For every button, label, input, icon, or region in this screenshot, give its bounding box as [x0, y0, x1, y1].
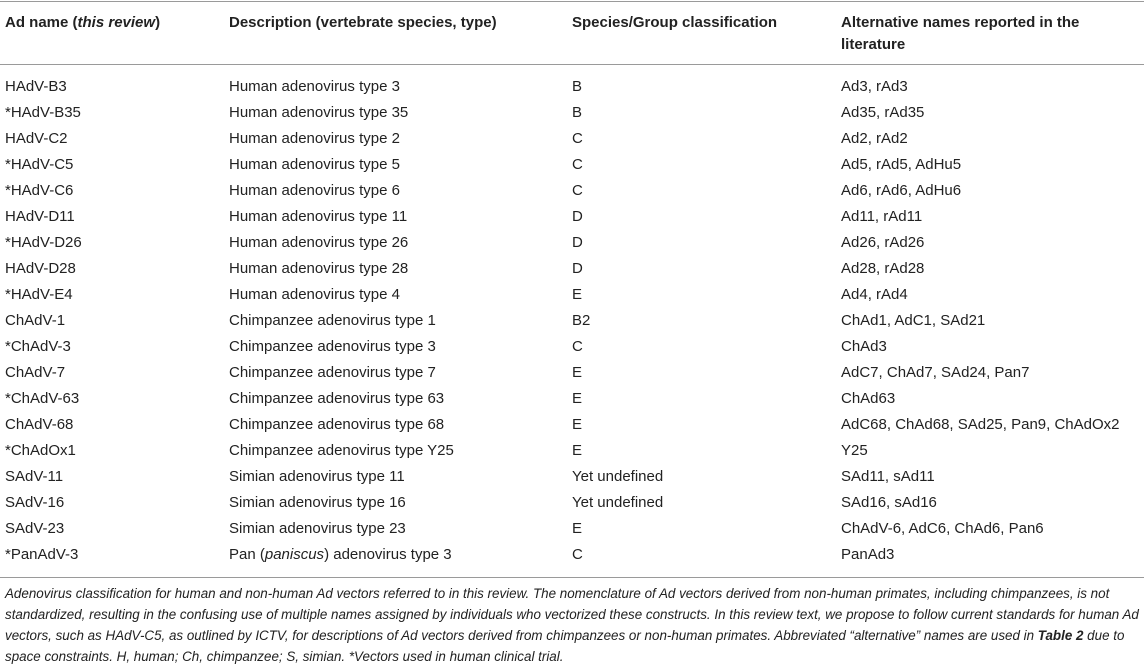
cell-ad-name: HAdV-D11 [5, 208, 75, 225]
cell-alternative-names: ChAd1, AdC1, SAd21 [841, 312, 986, 329]
cell-description-italic: paniscus [264, 546, 325, 563]
header-classification: Species/Group classification [572, 14, 778, 31]
cell-description-text: Human adenovirus type 3 [229, 78, 400, 95]
cell-description [229, 412, 444, 438]
header-ad-name [5, 12, 160, 34]
cell-description-text: Human adenovirus type 2 [229, 130, 400, 147]
cell-description-text: Simian adenovirus type 16 [229, 494, 406, 511]
cell-alternative-names: Ad3, rAd3 [841, 78, 908, 95]
caption-text-before: Adenovirus classification for human and non-human Ad vectors referred to in this review. The nomenclature of Ad vectors derived from non-human primates, including chimpanzees, is not standardized, resulting in the confusing use of multiple names assigned by individuals who vectorized these constructs. In this review text, we propose to follow current standards for human Ad vectors, such as HAdV-C5, as outlined by ICTV, for descriptions of Ad vectors derived from chimpanzees or non-human primates. Abbreviated “alternative” names are used in [5, 586, 1139, 643]
cell-classification: D [572, 234, 583, 251]
cell-description-text: Chimpanzee adenovirus type 63 [229, 390, 445, 407]
cell-description-text: Chimpanzee adenovirus type 7 [229, 364, 436, 381]
cell-classification: Yet undefined [572, 494, 664, 511]
header-description: Description (vertebrate species, type) [229, 14, 497, 31]
cell-alternative-names: Ad2, rAd2 [841, 130, 908, 147]
cell-description [229, 542, 452, 568]
cell-classification: C [572, 156, 583, 173]
cell-classification: C [572, 546, 583, 563]
cell-ad-name: HAdV-D28 [5, 260, 76, 277]
cell-description [229, 100, 408, 126]
cell-ad-name: *HAdV-C6 [5, 182, 74, 199]
header-ad-name-label: Ad name ( [5, 14, 78, 31]
table-row [0, 516, 1144, 542]
cell-classification: E [572, 364, 583, 381]
cell-classification: C [572, 182, 583, 199]
cell-ad-name: *ChAdV-3 [5, 338, 71, 355]
cell-description-text: Human adenovirus type 35 [229, 104, 409, 121]
cell-description [229, 282, 400, 308]
cell-description [229, 490, 406, 516]
cell-classification: E [572, 390, 583, 407]
table-top-rule [0, 1, 1144, 2]
table-row [0, 178, 1144, 204]
cell-alternative-names: ChAd63 [841, 390, 896, 407]
table-row [0, 542, 1144, 568]
table-bottom-rule [0, 577, 1144, 578]
cell-alternative-names: Ad11, rAd11 [841, 208, 923, 225]
cell-classification: E [572, 442, 583, 459]
table-row [0, 464, 1144, 490]
cell-description [229, 230, 408, 256]
header-ad-name-close: ) [155, 14, 161, 31]
header-bottom-rule [0, 64, 1144, 65]
cell-description-text: Human adenovirus type 28 [229, 260, 409, 277]
caption-table-reference: Table 2 [1037, 628, 1084, 643]
header-alternative-names-line2: literature [841, 36, 906, 53]
cell-description [229, 438, 454, 464]
cell-classification: B [572, 78, 583, 95]
cell-description [229, 74, 400, 100]
cell-alternative-names: ChAd3 [841, 338, 887, 355]
table-row [0, 282, 1144, 308]
cell-description [229, 308, 436, 334]
cell-ad-name: SAdV-23 [5, 520, 65, 537]
cell-description [229, 386, 444, 412]
cell-classification: E [572, 520, 583, 537]
cell-ad-name: HAdV-C2 [5, 130, 68, 147]
cell-description [229, 178, 400, 204]
cell-ad-name: *HAdV-B35 [5, 104, 81, 121]
cell-classification: E [572, 416, 583, 433]
header-ad-name-italic: this review [77, 14, 156, 31]
table-row [0, 230, 1144, 256]
cell-description-text: Simian adenovirus type 23 [229, 520, 406, 537]
cell-ad-name: *HAdV-C5 [5, 156, 74, 173]
cell-description [229, 204, 407, 230]
cell-description-text: Pan ( [229, 546, 265, 563]
cell-alternative-names: SAd11, sAd11 [841, 468, 935, 485]
cell-alternative-names: Ad6, rAd6, AdHu6 [841, 182, 962, 199]
header-alternative-names [841, 12, 1079, 56]
table-row [0, 386, 1144, 412]
cell-alternative-names: Ad26, rAd26 [841, 234, 925, 251]
header-alternative-names-line1: Alternative names reported in the [841, 14, 1080, 31]
cell-ad-name: *HAdV-E4 [5, 286, 73, 303]
table-row [0, 152, 1144, 178]
cell-description-text: Chimpanzee adenovirus type Y25 [229, 442, 454, 459]
table-row [0, 256, 1144, 282]
cell-description-suffix: ) adenovirus type 3 [324, 546, 452, 563]
cell-classification: B2 [572, 312, 591, 329]
cell-alternative-names: SAd16, sAd16 [841, 494, 937, 511]
cell-classification: E [572, 286, 583, 303]
cell-description [229, 360, 436, 386]
cell-ad-name: *PanAdV-3 [5, 546, 79, 563]
cell-ad-name: SAdV-11 [5, 468, 64, 485]
table-caption [5, 583, 1139, 667]
cell-description [229, 516, 406, 542]
cell-description [229, 464, 405, 490]
cell-description-text: Human adenovirus type 26 [229, 234, 409, 251]
table-row [0, 412, 1144, 438]
cell-ad-name: ChAdV-1 [5, 312, 66, 329]
cell-alternative-names: Ad28, rAd28 [841, 260, 925, 277]
table-row [0, 360, 1144, 386]
cell-alternative-names: Ad5, rAd5, AdHu5 [841, 156, 962, 173]
table-row [0, 126, 1144, 152]
cell-alternative-names: AdC7, ChAd7, SAd24, Pan7 [841, 364, 1030, 381]
cell-alternative-names: AdC68, ChAd68, SAd25, Pan9, ChAdOx2 [841, 416, 1120, 433]
cell-description [229, 256, 408, 282]
cell-description [229, 126, 400, 152]
cell-classification: C [572, 130, 583, 147]
cell-ad-name: *ChAdV-63 [5, 390, 80, 407]
cell-description-text: Simian adenovirus type 11 [229, 468, 405, 485]
cell-alternative-names: Ad4, rAd4 [841, 286, 908, 303]
cell-description-text: Chimpanzee adenovirus type 68 [229, 416, 445, 433]
cell-alternative-names: Y25 [841, 442, 868, 459]
cell-ad-name: ChAdV-68 [5, 416, 74, 433]
cell-description-text: Chimpanzee adenovirus type 3 [229, 338, 436, 355]
cell-ad-name: ChAdV-7 [5, 364, 66, 381]
cell-description-text: Human adenovirus type 5 [229, 156, 400, 173]
cell-description-text: Chimpanzee adenovirus type 1 [229, 312, 436, 329]
table-row [0, 438, 1144, 464]
table-row [0, 308, 1144, 334]
table-row [0, 334, 1144, 360]
cell-alternative-names: PanAd3 [841, 546, 895, 563]
cell-alternative-names: ChAdV-6, AdC6, ChAd6, Pan6 [841, 520, 1044, 537]
cell-ad-name: *ChAdOx1 [5, 442, 76, 459]
cell-description-text: Human adenovirus type 11 [229, 208, 408, 225]
cell-alternative-names: Ad35, rAd35 [841, 104, 925, 121]
caption-text-after: due to space constraints. H, human; Ch, chimpanzee; S, simian. *Vectors used in human clinical trial. [5, 628, 1125, 664]
cell-classification: B [572, 104, 583, 121]
cell-classification: Yet undefined [572, 468, 664, 485]
cell-ad-name: SAdV-16 [5, 494, 65, 511]
cell-description-text: Human adenovirus type 6 [229, 182, 400, 199]
cell-classification: C [572, 338, 583, 355]
cell-classification: D [572, 260, 583, 277]
cell-ad-name: *HAdV-D26 [5, 234, 82, 251]
table-row [0, 74, 1144, 100]
table-row [0, 100, 1144, 126]
table-row [0, 490, 1144, 516]
table-row [0, 204, 1144, 230]
cell-description [229, 152, 400, 178]
cell-description [229, 334, 436, 360]
cell-ad-name: HAdV-B3 [5, 78, 67, 95]
cell-classification: D [572, 208, 583, 225]
cell-description-text: Human adenovirus type 4 [229, 286, 400, 303]
